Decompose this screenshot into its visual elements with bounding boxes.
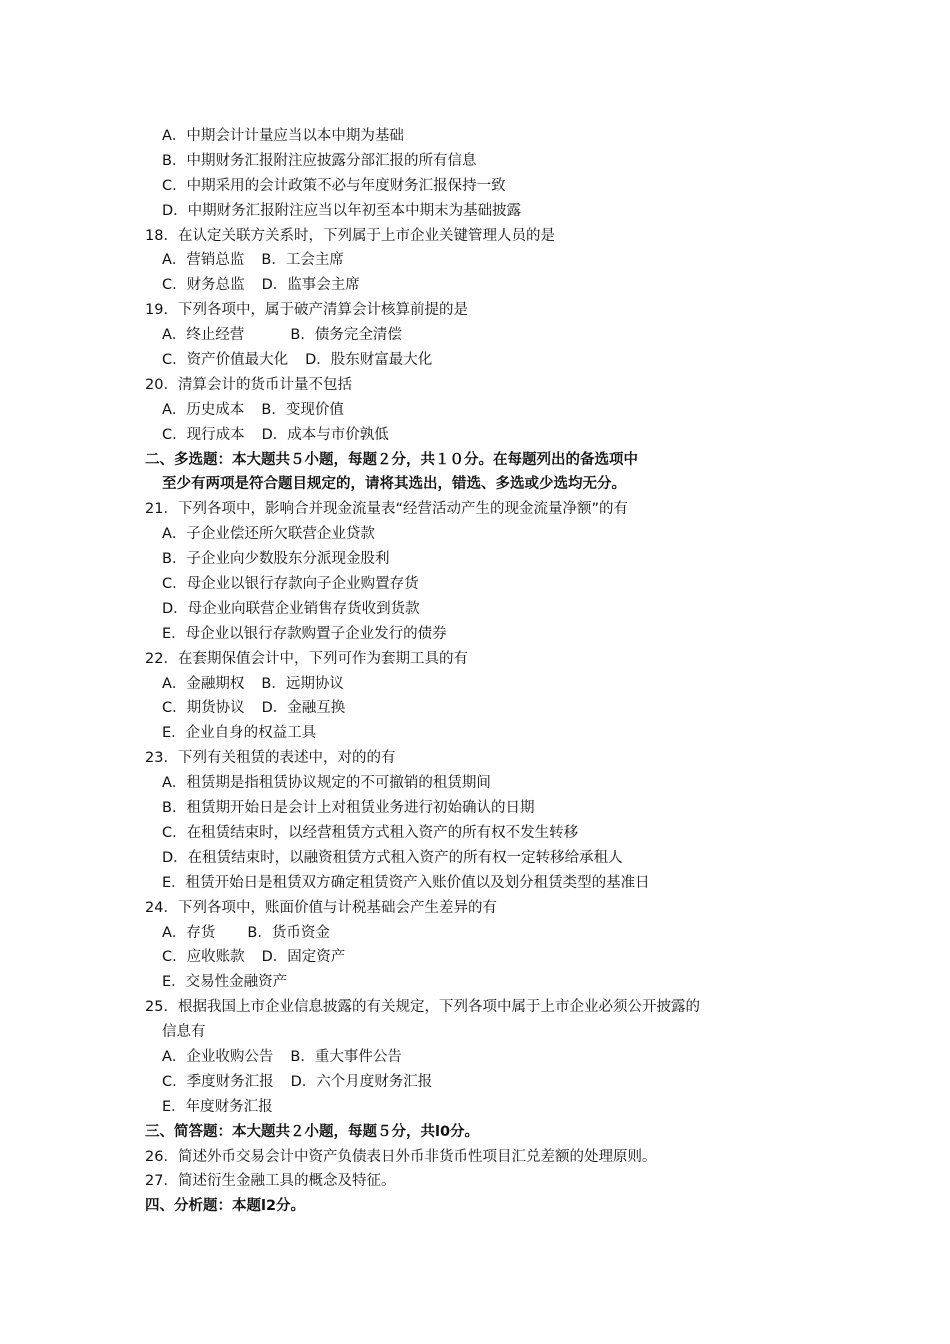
q17-option-a: A．中期会计计量应当以本中期为基础 (162, 128, 404, 144)
section4-heading: 四、分析题：本题l2分。 (145, 1198, 306, 1215)
q19-option-b: B．债务完全清偿 (290, 327, 402, 344)
q25-stem-continued: 信息有 (162, 1024, 206, 1041)
q19-option-a: A．终止经营 (162, 327, 245, 344)
q18-option-c: C．财务总监 (162, 277, 245, 294)
exam-page (145, 124, 865, 1219)
q25-options-row1 (145, 1045, 865, 1070)
q18-option-a: A．营销总监 (162, 252, 245, 269)
q24-options-row1 (145, 921, 865, 946)
q18-option-b: B．工会主席 (261, 252, 344, 269)
q22-option-a: A．金融期权 (162, 675, 245, 692)
q20-option-d: D．成本与市价孰低 (261, 426, 389, 443)
q21-stem: 21．下列各项中，影响合并现金流量表“经营活动产生的现金流量净额”的有 (145, 501, 628, 518)
q21-option-e: E．母企业以银行存款购置子企业发行的债券 (162, 625, 447, 642)
q24-options-row2 (145, 945, 865, 970)
q21-option-b: B．子企业向少数股东分派现金股利 (162, 551, 390, 568)
q20-stem: 20．清算会计的货币计量不包括 (145, 376, 352, 393)
q22-options-row1 (145, 672, 865, 697)
q17-option-b: B．中期财务汇报附注应披露分部汇报的所有信息 (162, 152, 477, 169)
q21-option-c: C．母企业以银行存款向子企业购置存货 (162, 576, 419, 593)
q19-option-d: D．股东财富最大化 (305, 352, 433, 369)
q19-options-row2 (145, 348, 865, 373)
q25-option-e: E．年度财务汇报 (162, 1098, 273, 1115)
q22-option-d: D．金融互换 (261, 700, 346, 717)
q26-stem: 26．简述外币交易会计中资产负债表日外币非货币性项目汇兑差额的处理原则。 (145, 1148, 657, 1165)
q23-stem: 23．下列有关租赁的表述中，对的的有 (145, 750, 396, 767)
q17-option-c: C．中期采用的会计政策不必与年度财务汇报保持一致 (162, 177, 506, 194)
q25-option-b: B．重大事件公告 (290, 1048, 402, 1065)
q22-option-b: B．远期协议 (261, 675, 344, 692)
q25-option-d: D．六个月度财务汇报 (290, 1073, 433, 1090)
q25-stem: 25．根据我国上市企业信息披露的有关规定，下列各项中属于上市企业必须公开披露的 (145, 999, 700, 1016)
q19-option-c: C．资产价值最大化 (162, 352, 289, 369)
q23-option-b: B．租赁期开始日是会计上对租赁业务进行初始确认的日期 (162, 800, 535, 817)
q24-option-d: D．固定资产 (261, 949, 346, 966)
q21-option-d: D．母企业向联营企业销售存货收到货款 (162, 600, 420, 617)
q25-option-a: A．企业收购公告 (162, 1048, 274, 1065)
q20-option-a: A．历史成本 (162, 401, 245, 418)
q22-options-row2 (145, 696, 865, 721)
q25-options-row2 (145, 1070, 865, 1095)
q22-stem: 22．在套期保值会计中，下列可作为套期工具的有 (145, 650, 468, 667)
q21-option-a: A．子企业偿还所欠联营企业贷款 (162, 526, 375, 543)
section2-heading: 二、多选题：本大题共５小题，每题２分，共１０分。在每题列出的备选项中 (145, 451, 638, 468)
q20-options-row1 (145, 398, 865, 423)
q20-option-b: B．变现价值 (261, 401, 344, 418)
q23-option-a: A．租赁期是指租赁协议规定的不可撤销的租赁期间 (162, 775, 491, 792)
q20-options-row2 (145, 423, 865, 448)
q18-option-d: D．监事会主席 (261, 277, 360, 294)
q17-option-d: D．中期财务汇报附注应当以年初至本中期末为基础披露 (162, 202, 522, 219)
q24-option-c: C．应收账款 (162, 949, 245, 966)
q23-option-c: C．在租赁结束时，以经营租赁方式租入资产的所有权不发生转移 (162, 824, 579, 841)
q25-option-c: C．季度财务汇报 (162, 1073, 274, 1090)
q24-option-e: E．交易性金融资产 (162, 974, 288, 991)
q24-stem: 24．下列各项中，账面价值与计税基础会产生差异的有 (145, 899, 497, 916)
q19-options-row1 (145, 323, 865, 348)
q24-option-b: B．货币资金 (247, 924, 330, 941)
q22-option-c: C．期货协议 (162, 700, 245, 717)
section3-heading: 三、简答题：本大题共２小题，每题５分，共l0分。 (145, 1123, 480, 1140)
q18-options-row1 (145, 248, 865, 273)
q24-option-a: A．存货 (162, 924, 216, 941)
q18-stem: 18．在认定关联方关系时，下列属于上市企业关键管理人员的是 (145, 227, 555, 244)
q23-option-d: D．在租赁结束时，以融资租赁方式租入资产的所有权一定转移给承租人 (162, 849, 623, 866)
q22-option-e: E．企业自身的权益工具 (162, 725, 317, 742)
section2-instructions: 至少有两项是符合题目规定的，请将其选出，错选、多选或少选均无分。 (162, 476, 626, 493)
q27-stem: 27．简述衍生金融工具的概念及特征。 (145, 1173, 396, 1190)
q23-option-e: E．租赁开始日是租赁双方确定租赁资产入账价值以及划分租赁类型的基准日 (162, 874, 650, 891)
q18-options-row2 (145, 273, 865, 298)
q19-stem: 19．下列各项中，属于破产清算会计核算前提的是 (145, 302, 468, 319)
q20-option-c: C．现行成本 (162, 426, 245, 443)
